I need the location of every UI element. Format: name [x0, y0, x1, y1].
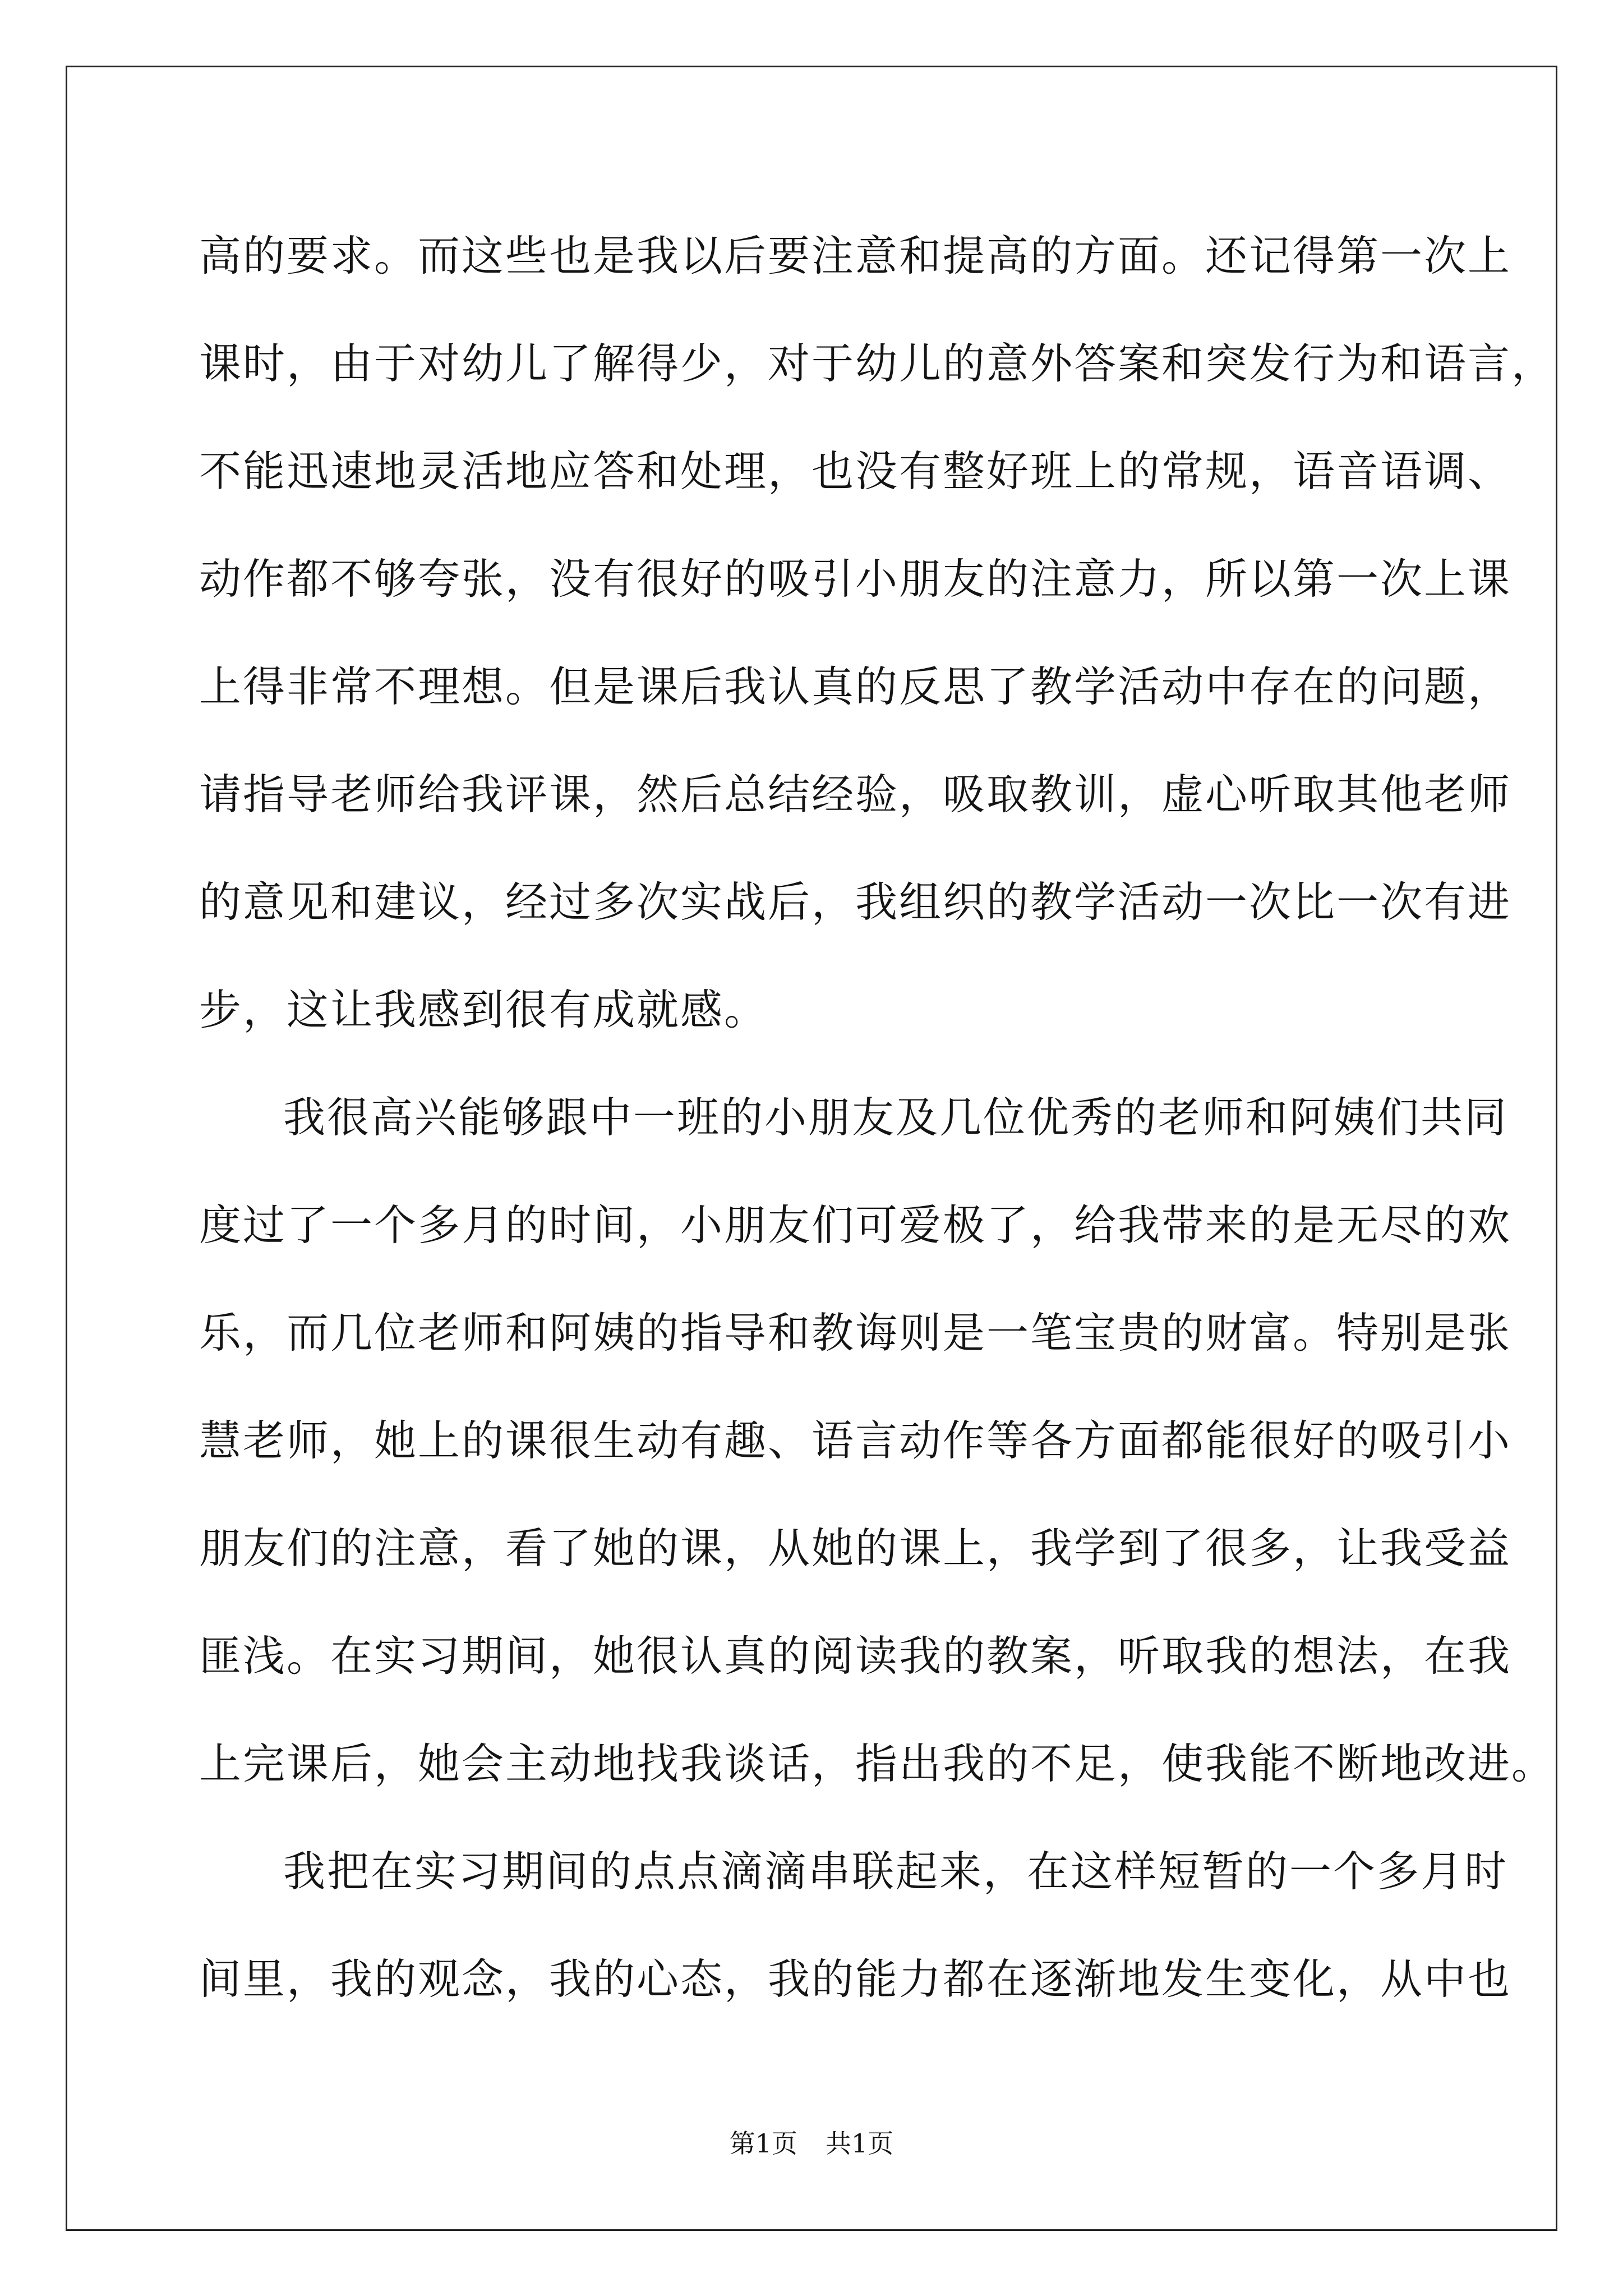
text-line: 上得非常不理想。但是课后我认真的反思了教学活动中存在的问题， — [199, 662, 1512, 711]
text-line: 请指导老师给我评课，然后总结经验，吸取教训，虚心听取其他老师 — [199, 770, 1512, 819]
page-footer — [0, 2123, 1623, 2160]
text-line: 慧老师，她上的课很生动有趣、语言动作等各方面都能很好的吸引小 — [199, 1416, 1512, 1465]
text-line: 朋友们的注意，看了她的课，从她的课上，我学到了很多，让我受益 — [199, 1524, 1512, 1573]
text-line: 高的要求。而这些也是我以后要注意和提高的方面。还记得第一次上 — [199, 231, 1512, 280]
page-number: 第1页 — [729, 2128, 797, 2159]
text-line: 步，这让我感到很有成就感。 — [199, 985, 768, 1034]
text-line: 的意见和建议，经过多次实战后，我组织的教学活动一次比一次有进 — [199, 877, 1512, 927]
text-line: 间里，我的观念，我的心态，我的能力都在逐渐地发生变化，从中也 — [199, 1954, 1512, 2004]
text-line: 度过了一个多月的时间，小朋友们可爱极了，给我带来的是无尽的欢 — [199, 1200, 1512, 1250]
text-line: 不能迅速地灵活地应答和处理，也没有整好班上的常规，语音语调、 — [199, 447, 1512, 496]
text-line: 上完课后，她会主动地找我谈话，指出我的不足，使我能不断地改进。 — [199, 1739, 1556, 1788]
document-body — [199, 202, 1556, 2033]
text-line: 课时，由于对幼儿了解得少，对于幼儿的意外答案和突发行为和语言， — [199, 339, 1556, 388]
text-line: 动作都不够夸张，没有很好的吸引小朋友的注意力，所以第一次上课 — [199, 554, 1512, 604]
text-line: 乐，而几位老师和阿姨的指导和教诲则是一笔宝贵的财富。特别是张 — [199, 1308, 1512, 1358]
text-line: 匪浅。在实习期间，她很认真的阅读我的教案，听取我的想法，在我 — [199, 1631, 1512, 1681]
paragraph-start-line: 我很高兴能够跟中一班的小朋友及几位优秀的老师和阿姨们共同 — [283, 1093, 1509, 1142]
page-total: 共1页 — [826, 2128, 894, 2159]
paragraph-start-line: 我把在实习期间的点点滴滴串联起来，在这样短暂的一个多月时 — [283, 1847, 1509, 1896]
